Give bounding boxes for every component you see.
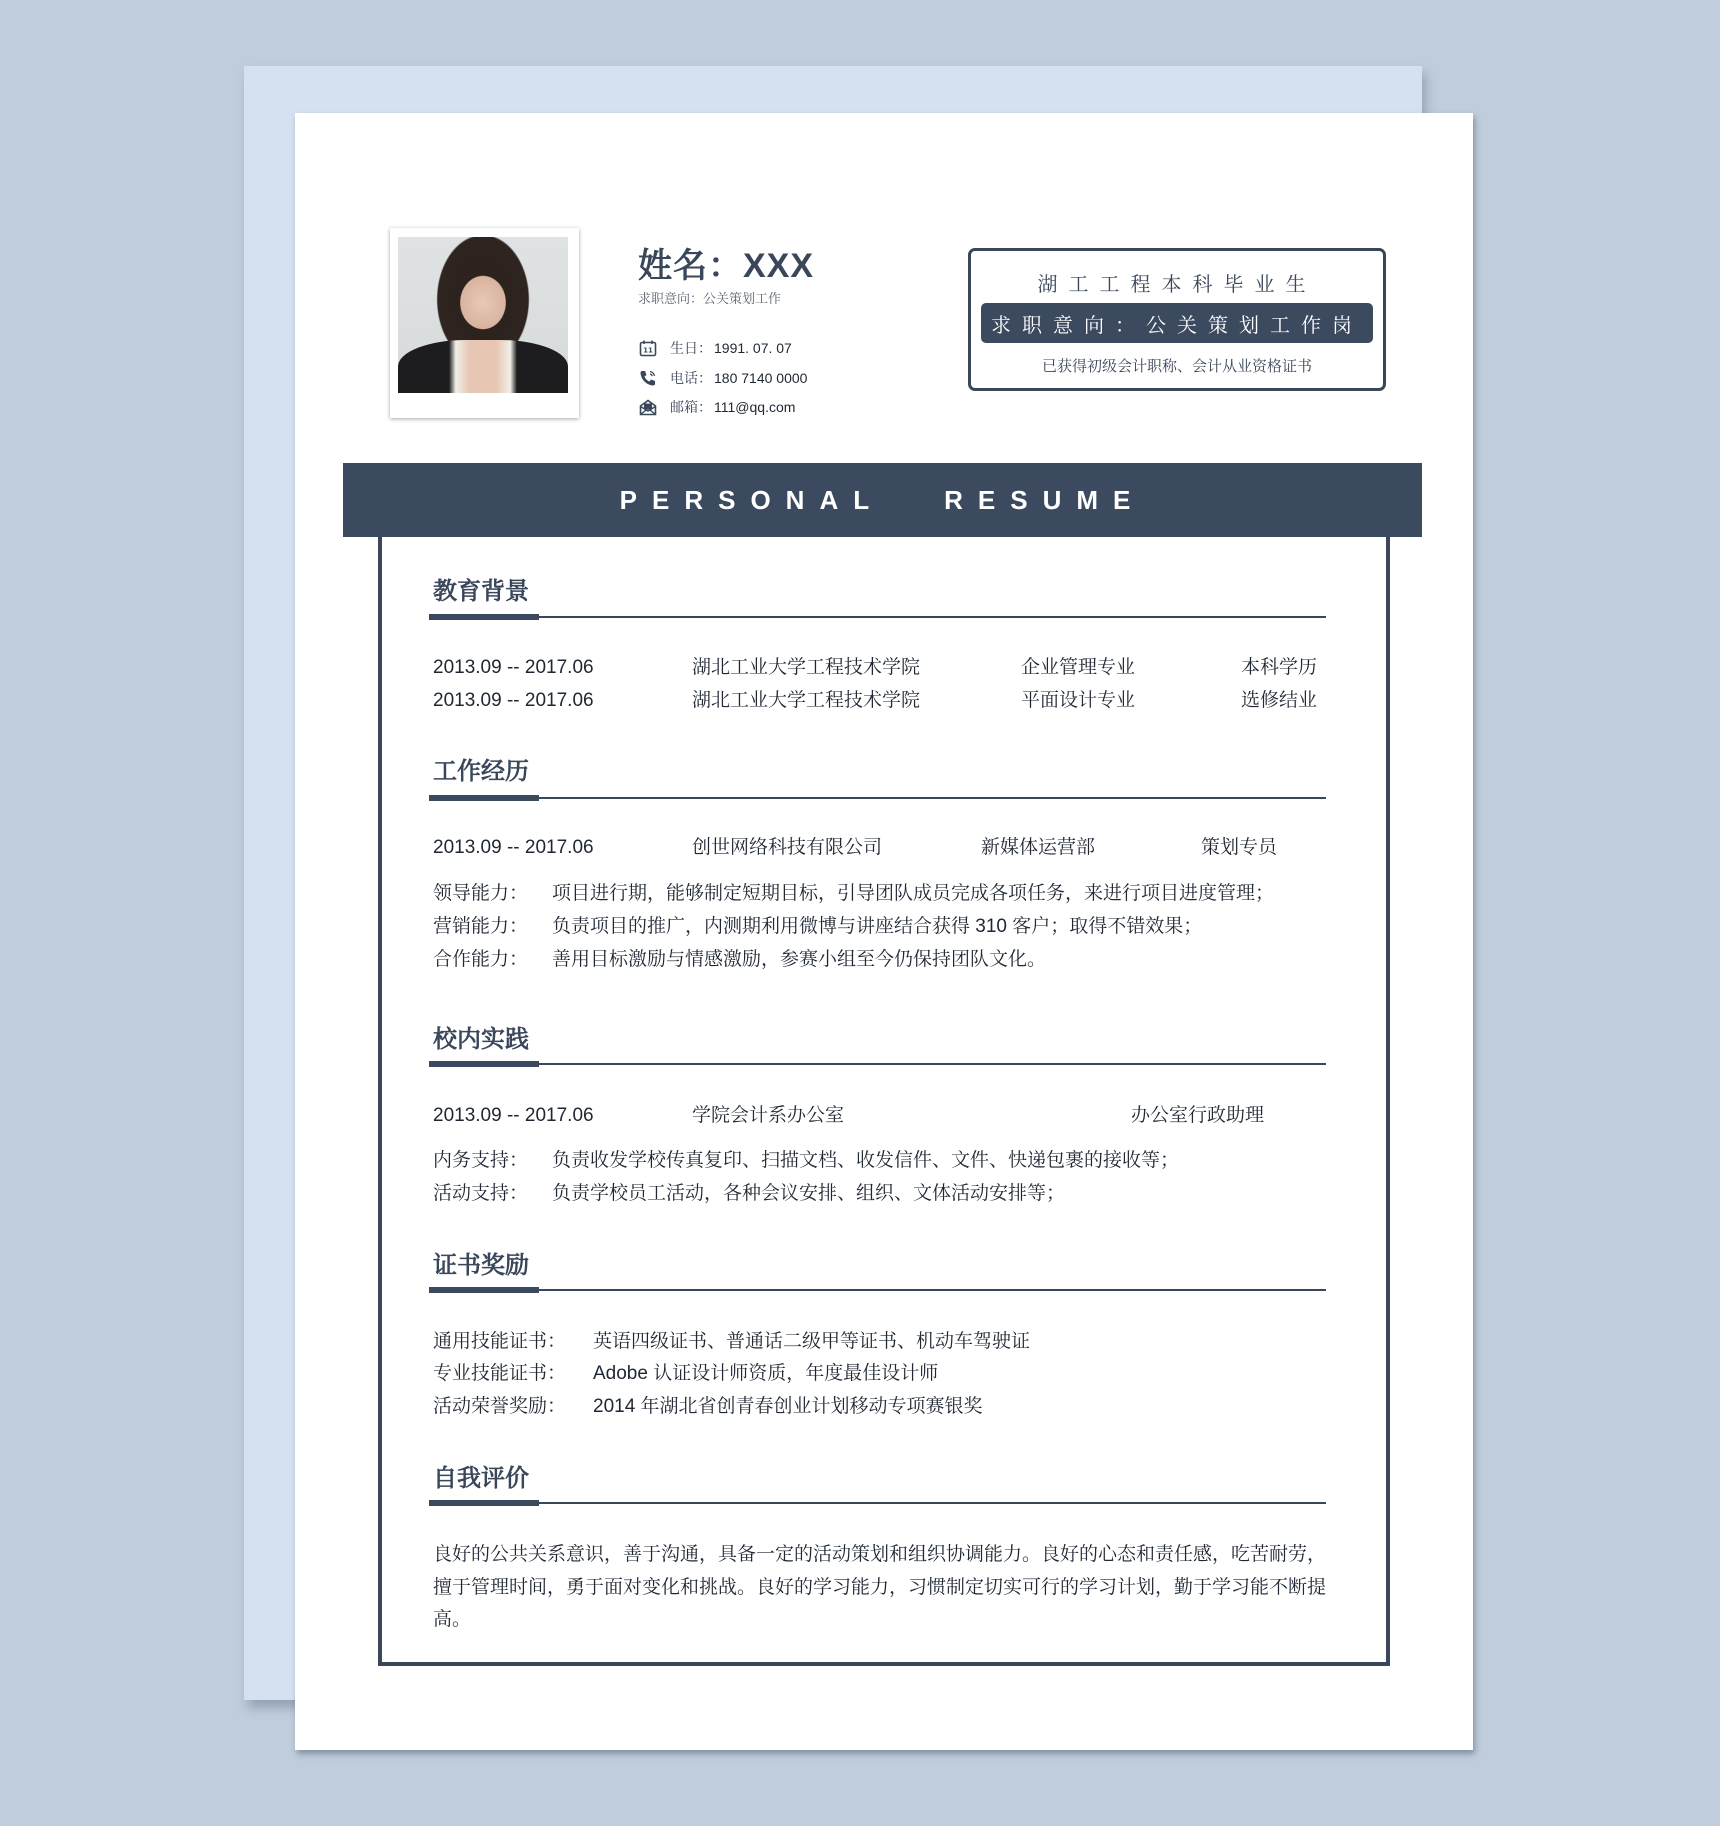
detail-text: 负责学校员工活动，各种会议安排、组织、文体活动安排等；	[552, 1183, 1066, 1204]
detail-label: 活动支持：	[433, 1183, 529, 1204]
job-objective-text: 求职意向：公关策划工作岗	[991, 314, 1363, 337]
certificate-label: 活动荣誉奖励：	[433, 1396, 567, 1417]
contact-phone	[638, 366, 807, 390]
section-divider	[429, 797, 1326, 799]
certificate-text: Adobe 认证设计师资质，年度最佳设计师	[593, 1363, 939, 1384]
banner-word-resume: RESUME	[944, 484, 1146, 515]
qualifications-text: 已获得初级会计职称、会计从业资格证书	[1041, 358, 1312, 375]
section-divider	[429, 1502, 1326, 1504]
detail-text: 负责项目的推广，内测期利用微博与讲座结合获得 310 客户；取得不错效果；	[552, 916, 1203, 937]
detail-text: 善用目标激励与情感激励，参赛小组至今仍保持团队文化。	[552, 949, 1047, 970]
detail-label: 领导能力：	[433, 883, 529, 904]
work-department: 新媒体运营部	[981, 837, 1096, 858]
contact-label: 电话：	[670, 370, 712, 386]
certificate-text: 英语四级证书、普通话二级甲等证书、机动车驾驶证	[593, 1331, 1031, 1352]
detail-text: 项目进行期，能够制定短期目标，引导团队成员完成各项任务，来进行项目进度管理；	[552, 883, 1275, 904]
detail-label: 合作能力：	[433, 949, 529, 970]
contact-label: 邮箱：	[670, 399, 712, 415]
education-degree: 本科学历	[1241, 657, 1318, 678]
education-period: 2013.09 -- 2017.06	[433, 690, 594, 711]
job-objective-pill	[981, 303, 1373, 343]
contact-birthday	[638, 336, 792, 360]
campus-org: 学院会计系办公室	[692, 1105, 845, 1126]
banner-word-personal: PERSONAL	[619, 484, 885, 515]
self-evaluation-text: 良好的公共关系意识，善于沟通，具备一定的活动策划和组织协调能力。良好的心态和责任感，吃苦耐劳，擅于管理时间，勇于面对变化和挑战。良好的学习能力，习惯制定切实可行的学习计划，勤于学习能不断提高。	[433, 1544, 1327, 1630]
section-divider	[429, 616, 1326, 618]
education-major: 平面设计专业	[1021, 690, 1136, 711]
section-title-campus: 校内实践	[433, 1026, 529, 1053]
graduate-title: 湖工工程本科毕业生	[1037, 274, 1317, 296]
campus-position: 办公室行政助理	[1131, 1105, 1265, 1126]
education-degree: 选修结业	[1241, 690, 1318, 711]
detail-label: 内务支持：	[433, 1150, 529, 1171]
work-company: 创世网络科技有限公司	[692, 837, 883, 858]
candidate-name: 姓名：XXX	[638, 247, 815, 285]
phone-icon	[638, 369, 658, 387]
profile-photo-frame	[390, 228, 579, 418]
section-divider	[429, 1289, 1326, 1291]
contact-email	[638, 395, 795, 419]
campus-period: 2013.09 -- 2017.06	[433, 1105, 594, 1126]
profile-photo	[398, 237, 568, 393]
education-period: 2013.09 -- 2017.06	[433, 657, 594, 678]
section-divider	[429, 1063, 1326, 1065]
contact-value: 111@qq.com	[714, 399, 796, 415]
section-title-certificates: 证书奖励	[433, 1252, 529, 1279]
svg-text:11: 11	[643, 346, 653, 354]
certificate-text: 2014 年湖北省创青春创业计划移动专项赛银奖	[593, 1396, 983, 1417]
education-school: 湖北工业大学工程技术学院	[692, 657, 921, 678]
detail-label: 营销能力：	[433, 916, 529, 937]
work-period: 2013.09 -- 2017.06	[433, 837, 594, 858]
education-major: 企业管理专业	[1021, 657, 1136, 678]
contact-label: 生日：	[670, 340, 712, 356]
job-objective-subtitle: 求职意向：公关策划工作	[638, 291, 782, 306]
certificate-label: 通用技能证书：	[433, 1331, 567, 1352]
section-title-education: 教育背景	[433, 578, 529, 605]
section-title-self-evaluation: 自我评价	[433, 1465, 529, 1492]
summary-card	[968, 248, 1386, 391]
detail-text: 负责收发学校传真复印、扫描文档、收发信件、文件、快递包裹的接收等；	[552, 1150, 1180, 1171]
section-title-work: 工作经历	[433, 758, 529, 785]
contact-value: 180 7140 0000	[714, 370, 808, 386]
certificate-label: 专业技能证书：	[433, 1363, 567, 1384]
mail-icon	[638, 398, 658, 416]
work-position: 策划专员	[1201, 837, 1278, 858]
contact-value: 1991. 07. 07	[714, 340, 792, 356]
calendar-icon	[638, 339, 658, 357]
education-school: 湖北工业大学工程技术学院	[692, 690, 921, 711]
personal-resume-banner	[343, 463, 1422, 537]
